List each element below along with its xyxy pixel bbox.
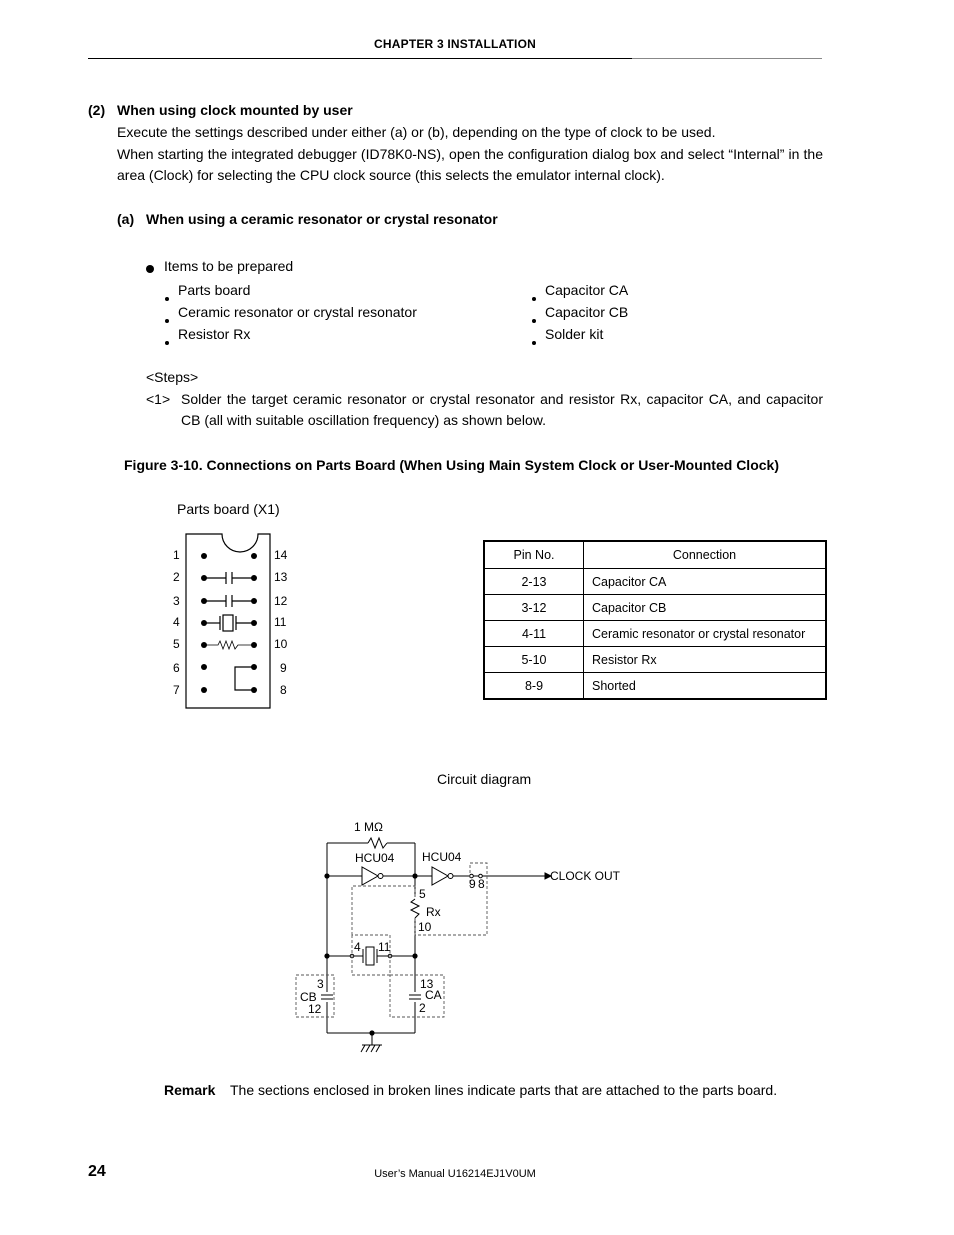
item-right-3: Solder kit: [545, 326, 604, 342]
pin-label: 13: [274, 570, 288, 584]
items-heading: Items to be prepared: [164, 258, 294, 274]
item-bullet: [165, 332, 169, 350]
item-bullet: [532, 332, 536, 350]
table-cell: Resistor Rx: [584, 647, 827, 673]
label-pin12: 12: [308, 1002, 322, 1016]
subsection-label: (a): [117, 211, 135, 227]
table-row: [484, 647, 826, 673]
pin-label: 8: [280, 683, 287, 697]
pin-label: 2: [173, 570, 180, 584]
connection-table-wrap: [483, 540, 827, 700]
pin-label: 11: [274, 615, 287, 629]
item-left-1: Parts board: [178, 282, 251, 298]
label-hcu04-b: HCU04: [422, 850, 462, 864]
label-1mohm: 1 MΩ: [354, 820, 383, 834]
label-rx: Rx: [426, 905, 441, 919]
item-bullet: [165, 310, 169, 328]
pin-label: 10: [274, 637, 288, 651]
pin-label: 14: [274, 548, 288, 562]
label-hcu04-a: HCU04: [355, 851, 395, 865]
table-cell: Capacitor CB: [584, 595, 827, 621]
items-bullet: [146, 260, 154, 278]
table-header-row: [484, 541, 826, 569]
pin-label: 4: [173, 615, 180, 629]
label-pin4: 4: [354, 940, 361, 954]
section-number: (2): [88, 102, 106, 118]
circuit-title: Circuit diagram: [437, 771, 532, 787]
remark-text: The sections enclosed in broken lines indicate parts that are attached to the parts board.: [230, 1082, 778, 1098]
pin-label: 6: [173, 661, 180, 675]
label-clock-out: CLOCK OUT: [550, 869, 621, 883]
section-para-2: When starting the integrated debugger (ID78K0-NS), open the configuration dialog box and select “Internal” in the area (Clock) for selecting the CPU clock source (this selects the emulator internal clock).: [117, 146, 823, 183]
figure-caption: Figure 3-10. Connections on Parts Board (When Using Main System Clock or User-Mounted Clock): [124, 457, 779, 473]
steps-heading: <Steps>: [146, 369, 199, 385]
table-header-cell: Pin No.: [484, 541, 584, 569]
item-bullet: [532, 310, 536, 328]
table-cell: 3-12: [484, 595, 584, 621]
pin-label: 3: [173, 594, 180, 608]
label-pin13: 13: [420, 977, 434, 991]
table-cell: Ceramic resonator or crystal resonator: [584, 621, 827, 647]
pin-label: 5: [173, 637, 180, 651]
table-cell: 2-13: [484, 569, 584, 595]
label-pin2: 2: [419, 1001, 426, 1015]
page-number: 24: [88, 1163, 106, 1180]
table-header-cell: Connection: [584, 541, 827, 569]
item-left-2: Ceramic resonator or crystal resonator: [178, 304, 417, 320]
pin-label: 12: [274, 594, 288, 608]
table-cell: 5-10: [484, 647, 584, 673]
table-row: [484, 595, 826, 621]
section-title: When using clock mounted by user: [117, 102, 353, 118]
item-right-1: Capacitor CA: [545, 282, 629, 298]
label-pin3: 3: [317, 977, 324, 991]
pin-label: 7: [173, 683, 180, 697]
table-cell: Shorted: [584, 673, 827, 700]
pin-label: 1: [173, 548, 180, 562]
step-1-text: Solder the target ceramic resonator or crystal resonator and resistor Rx, capacitor CA, and capacitor CB (all with suitable oscillation frequency) as shown below.: [181, 391, 823, 428]
chapter-header: CHAPTER 3 INSTALLATION: [374, 37, 536, 51]
footer-manual: User’s Manual U16214EJ1V0UM: [374, 1168, 536, 1180]
label-pin11: 11: [378, 940, 391, 954]
table-cell: Capacitor CA: [584, 569, 827, 595]
pin-label: 9: [280, 661, 287, 675]
label-pin5: 5: [419, 887, 426, 901]
label-pin10: 10: [418, 920, 432, 934]
label-pin8: 8: [478, 877, 485, 891]
item-right-2: Capacitor CB: [545, 304, 629, 320]
item-left-3: Resistor Rx: [178, 326, 251, 342]
step-1-number: <1>: [146, 391, 171, 407]
label-pin9: 9: [469, 877, 476, 891]
label-cb: CB: [300, 990, 317, 1004]
table-row: [484, 569, 826, 595]
section-para-1: Execute the settings described under either (a) or (b), depending on the type of clock to be used.: [117, 124, 716, 140]
table-row: [484, 673, 826, 700]
parts-board-drawing: [180, 530, 280, 715]
item-bullet: [532, 288, 536, 306]
item-bullet: [165, 288, 169, 306]
header-rule-accent: [632, 58, 822, 59]
table-cell: 8-9: [484, 673, 584, 700]
table-row: [484, 621, 826, 647]
table-cell: 4-11: [484, 621, 584, 647]
subsection-title: When using a ceramic resonator or crystal resonator: [146, 211, 498, 227]
connection-table: [483, 540, 827, 700]
board-label: Parts board (X1): [177, 501, 280, 517]
label-ca: CA: [425, 988, 442, 1002]
remark-label: Remark: [164, 1082, 216, 1098]
